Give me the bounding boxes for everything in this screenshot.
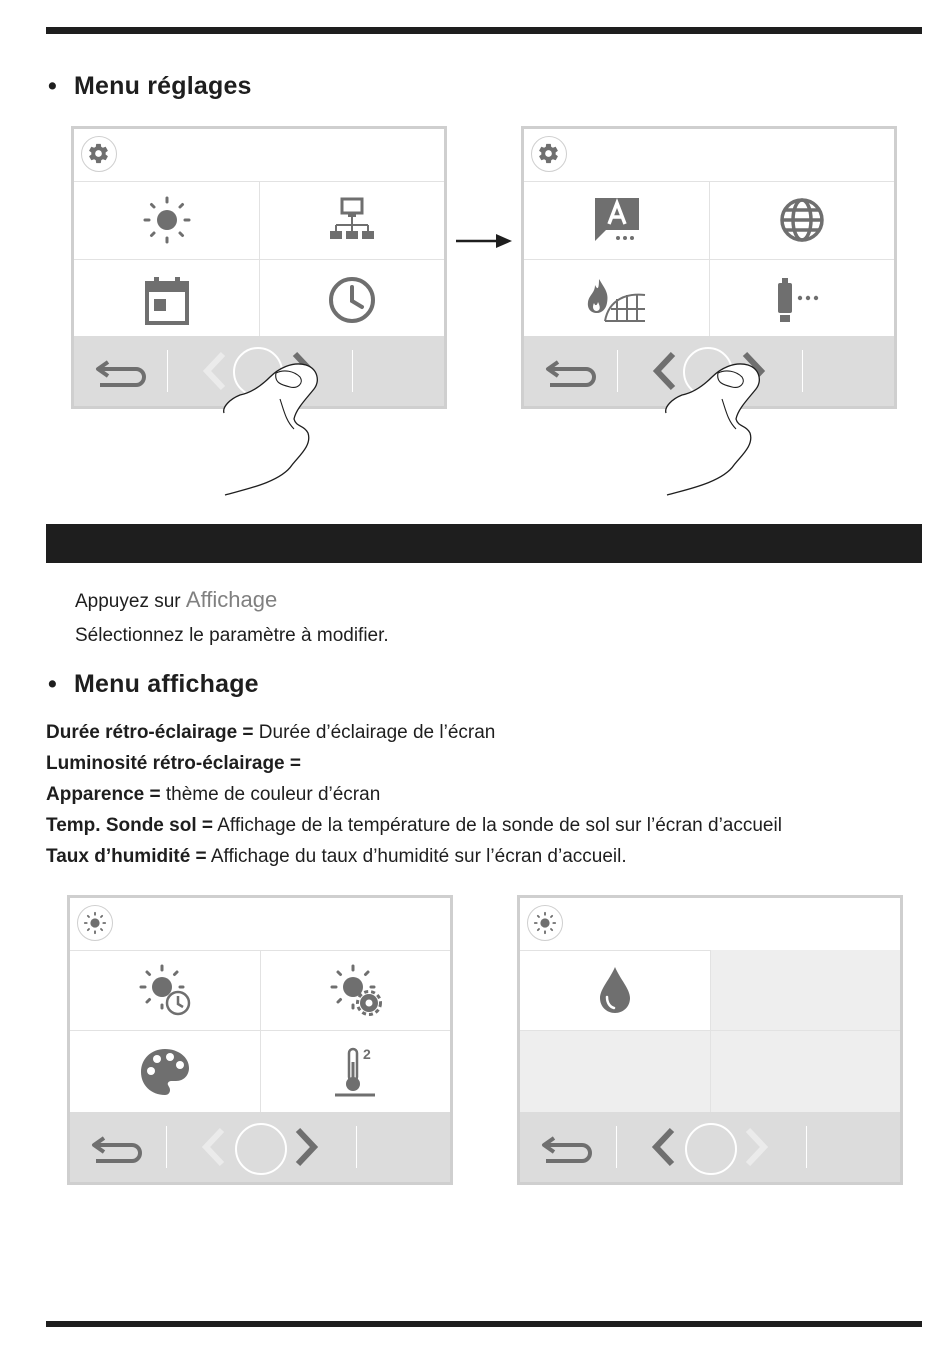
definition-backlight-brightness	[46, 753, 301, 775]
language-icon	[592, 195, 642, 245]
tile-brightness[interactable]	[74, 181, 260, 260]
tile-network[interactable]	[260, 181, 444, 260]
definition-text: Affichage du taux d’humidité sur l’écran d’accueil.	[206, 846, 627, 867]
back-arrow-icon[interactable]	[544, 356, 600, 388]
navbar-separator	[167, 350, 168, 392]
back-arrow-icon[interactable]	[90, 1132, 146, 1164]
definition-term: Durée rétro-éclairage =	[46, 722, 254, 743]
screen-navbar	[520, 1112, 900, 1182]
tile-language[interactable]	[524, 181, 710, 260]
navbar-separator	[617, 350, 618, 392]
section-band	[46, 524, 922, 563]
definition-floor-sensor	[46, 815, 782, 837]
top-rule	[46, 27, 922, 34]
navbar-separator	[166, 1126, 167, 1168]
network-icon	[328, 197, 376, 243]
tile-water-heater[interactable]	[710, 260, 894, 339]
chevron-right-icon[interactable]	[292, 1126, 322, 1168]
humidity-icon	[598, 965, 632, 1015]
tile-empty	[520, 1031, 711, 1112]
tile-appearance[interactable]	[70, 1031, 261, 1112]
section-title: Menu réglages	[74, 72, 252, 100]
tile-backlight-brightness[interactable]	[261, 950, 450, 1031]
chevron-right-icon[interactable]	[742, 1126, 772, 1168]
clock-icon	[327, 275, 377, 325]
screen-titlebar	[70, 898, 450, 951]
calendar-icon	[144, 275, 190, 325]
display-screen-page-1	[67, 895, 453, 1185]
chevron-left-icon[interactable]	[648, 1126, 678, 1168]
definition-text: Affichage de la température de la sonde de sol sur l’écran d’accueil	[212, 815, 782, 836]
tile-floor-sensor-temp[interactable]	[261, 1031, 450, 1112]
gear-icon	[81, 136, 117, 172]
tile-clock[interactable]	[260, 260, 444, 339]
gear-icon	[531, 136, 567, 172]
tile-globe[interactable]	[710, 181, 894, 260]
navbar-separator	[352, 350, 353, 392]
page-indicator-circle	[234, 1122, 288, 1176]
navbar-separator	[806, 1126, 807, 1168]
superscript-2: 2	[362, 1045, 371, 1062]
definition-term: Temp. Sonde sol =	[46, 815, 213, 836]
backlight-brightness-icon	[329, 963, 383, 1017]
floor-sensor-temp-icon	[331, 1046, 381, 1098]
back-arrow-icon[interactable]	[540, 1132, 596, 1164]
tile-calendar[interactable]	[74, 260, 260, 339]
page-indicator-circle	[684, 1122, 738, 1176]
definition-backlight-duration	[46, 722, 495, 744]
section-heading-affichage	[48, 670, 259, 699]
screen-titlebar	[74, 129, 444, 182]
definition-term: Apparence =	[46, 784, 161, 805]
navbar-separator	[802, 350, 803, 392]
navbar-separator	[356, 1126, 357, 1168]
brightness-icon	[141, 194, 193, 246]
arrow-right-icon	[456, 232, 514, 250]
sun-icon	[77, 905, 113, 941]
instruction-accent: Affichage	[185, 587, 278, 612]
tile-backlight-duration[interactable]	[70, 950, 261, 1031]
hand-pointer-illustration	[220, 355, 330, 500]
definition-text: thème de couleur d’écran	[160, 784, 381, 805]
definition-term: Luminosité rétro-éclairage =	[46, 753, 301, 774]
display-screen-page-2	[517, 895, 903, 1185]
sun-icon	[527, 905, 563, 941]
screen-navbar	[70, 1112, 450, 1182]
definition-humidity	[46, 846, 627, 868]
bullet: •	[48, 72, 57, 100]
screen-titlebar	[520, 898, 900, 951]
instruction-line-2: Sélectionnez le paramètre à modifier.	[75, 625, 389, 646]
tile-empty	[711, 950, 900, 1031]
tile-empty	[711, 1031, 900, 1112]
back-arrow-icon[interactable]	[94, 356, 150, 388]
definition-text: Durée d’éclairage de l’écran	[253, 722, 496, 743]
backlight-duration-icon	[138, 963, 192, 1017]
hand-pointer-illustration	[662, 355, 772, 500]
definition-term: Taux d’humidité =	[46, 846, 207, 867]
palette-icon	[139, 1047, 191, 1097]
screen-titlebar	[524, 129, 894, 182]
chevron-left-icon[interactable]	[198, 1126, 228, 1168]
section-title: Menu affichage	[74, 670, 259, 698]
section-heading-reglages	[48, 72, 252, 101]
bullet: •	[48, 670, 57, 698]
bottom-rule	[46, 1321, 922, 1327]
water-heater-icon	[774, 276, 830, 324]
instruction-prefix: Appuyez sur	[75, 591, 186, 612]
definition-appearance	[46, 784, 380, 806]
heating-icon	[587, 275, 647, 325]
tile-humidity[interactable]	[520, 950, 711, 1031]
globe-icon	[778, 196, 826, 244]
navbar-separator	[616, 1126, 617, 1168]
tile-heating[interactable]	[524, 260, 710, 339]
instruction-line-1	[75, 587, 277, 613]
